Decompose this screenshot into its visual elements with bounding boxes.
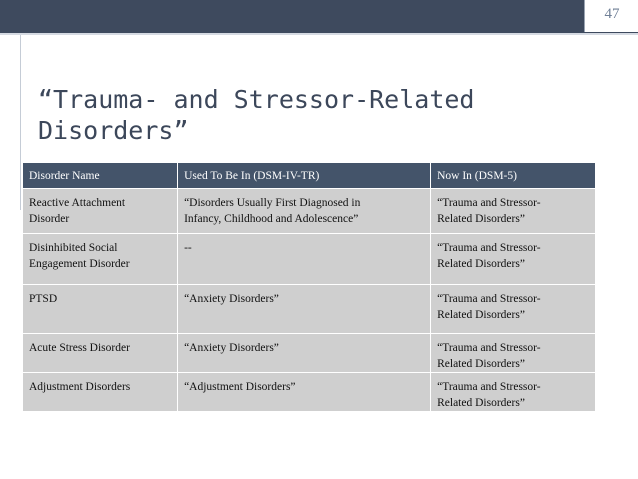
dsm-comparison-table: [22, 162, 596, 412]
old-category-cell: [178, 334, 431, 373]
cell-text: Reactive Attachment: [29, 197, 126, 209]
disorder-name-cell: [23, 334, 178, 373]
header-divider: [0, 33, 638, 35]
table-row: [23, 234, 596, 285]
cell-text: “Disorders Usually First Diagnosed in: [184, 197, 361, 209]
new-category-cell: [431, 373, 596, 412]
cell-text: Adjustment Disorders: [29, 381, 131, 393]
left-accent-rule: [20, 35, 21, 210]
header-bar: [0, 0, 638, 34]
disorder-name-cell: [23, 285, 178, 334]
cell-text: PTSD: [29, 293, 58, 305]
table-row: [23, 285, 596, 334]
cell-text: “Trauma and Stressor-: [437, 293, 541, 305]
cell-text: “Trauma and Stressor-: [437, 197, 541, 209]
cell-text: Related Disorders”: [437, 258, 525, 270]
table-row: [23, 189, 596, 234]
old-category-cell: [178, 234, 431, 285]
old-category-cell: [178, 285, 431, 334]
cell-text: Related Disorders”: [437, 358, 525, 370]
cell-text: Infancy, Childhood and Adolescence”: [184, 213, 359, 225]
cell-text: --: [184, 242, 192, 254]
new-category-cell: [431, 285, 596, 334]
table-header-row: [23, 163, 596, 189]
cell-text: “Trauma and Stressor-: [437, 342, 541, 354]
slide-title-line-2: Disorders”: [38, 116, 189, 145]
cell-text: “Anxiety Disorders”: [184, 342, 279, 354]
new-category-cell: [431, 334, 596, 373]
disorder-name-cell: [23, 373, 178, 412]
cell-text: “Anxiety Disorders”: [184, 293, 279, 305]
table-row: [23, 373, 596, 412]
cell-text: Related Disorders”: [437, 309, 525, 321]
old-category-cell: [178, 373, 431, 412]
cell-text: “Trauma and Stressor-: [437, 242, 541, 254]
new-category-cell: [431, 234, 596, 285]
cell-text: Acute Stress Disorder: [29, 342, 130, 354]
new-category-cell: [431, 189, 596, 234]
cell-text: Disorder: [29, 213, 70, 225]
cell-text: Disinhibited Social: [29, 242, 118, 254]
cell-text: “Trauma and Stressor-: [437, 381, 541, 393]
cell-text: “Adjustment Disorders”: [184, 381, 296, 393]
slide-title-line-1: “Trauma- and Stressor-Related: [38, 85, 475, 114]
old-category-cell: [178, 189, 431, 234]
cell-text: Related Disorders”: [437, 397, 525, 409]
slide-title: [38, 84, 558, 146]
disorder-name-cell: [23, 234, 178, 285]
column-header-disorder-name: Disorder Name: [23, 163, 178, 189]
column-header-dsm-iv-tr: Used To Be In (DSM-IV-TR): [178, 163, 431, 189]
cell-text: Related Disorders”: [437, 213, 525, 225]
disorder-name-cell: [23, 189, 178, 234]
cell-text: Engagement Disorder: [29, 258, 130, 270]
table-row: [23, 334, 596, 373]
slide-number: 47: [604, 6, 620, 22]
column-header-dsm-5: Now In (DSM-5): [431, 163, 596, 189]
slide-number-tab: [584, 0, 638, 32]
